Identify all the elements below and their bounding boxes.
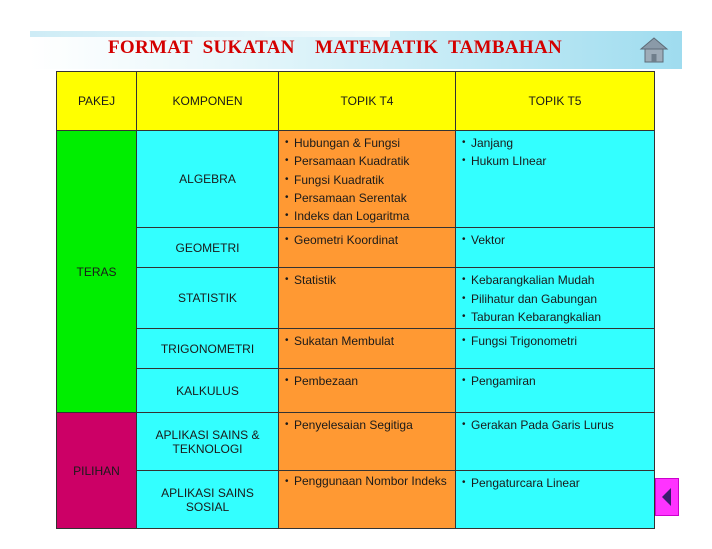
pakej-cell: PILIHAN bbox=[57, 413, 137, 529]
topic-item: • Penyelesaian Segitiga bbox=[285, 416, 451, 434]
topik-t4-cell bbox=[279, 131, 456, 228]
topik-t5-cell bbox=[456, 228, 655, 268]
komponen-cell bbox=[137, 228, 279, 268]
topik-t4-cell bbox=[279, 369, 456, 413]
topic-list bbox=[279, 228, 455, 251]
topic-item: • Geometri Koordinat bbox=[285, 231, 451, 249]
table-row bbox=[57, 131, 655, 228]
komponen-label: GEOMETRI bbox=[175, 240, 240, 255]
topic-item: • Vektor bbox=[462, 231, 650, 249]
table-row bbox=[57, 471, 655, 529]
header-cell: KOMPONEN bbox=[137, 72, 279, 131]
table-row bbox=[57, 369, 655, 413]
back-arrow-icon bbox=[660, 486, 674, 508]
topic-list bbox=[456, 369, 654, 392]
topic-item: • Persamaan Kuadratik bbox=[285, 152, 451, 170]
topic-list bbox=[456, 471, 654, 494]
topic-item: • Pengamiran bbox=[462, 372, 650, 390]
komponen-label: STATISTIK bbox=[178, 291, 237, 306]
topic-item: • Penggunaan Nombor Indeks bbox=[285, 474, 451, 489]
header-cell: PAKEJ bbox=[57, 72, 137, 131]
komponen-cell bbox=[137, 471, 279, 529]
header-cell: TOPIK T4 bbox=[279, 72, 456, 131]
topic-item: • Hukum LInear bbox=[462, 152, 650, 170]
topic-item: • Fungsi Trigonometri bbox=[462, 332, 650, 350]
topic-list bbox=[456, 413, 654, 436]
topik-t5-cell bbox=[456, 471, 655, 529]
topic-item: • Taburan Kebarangkalian bbox=[462, 308, 650, 326]
topik-t4-cell bbox=[279, 329, 456, 369]
topik-t5-cell bbox=[456, 131, 655, 228]
komponen-label: APLIKASI SAINS & TEKNOLOGI bbox=[155, 427, 260, 456]
header-cell: TOPIK T5 bbox=[456, 72, 655, 131]
topic-item: • Persamaan Serentak bbox=[285, 189, 451, 207]
topik-t4-cell bbox=[279, 228, 456, 268]
table-row bbox=[57, 413, 655, 471]
header-row bbox=[57, 72, 655, 131]
page-title: FORMAT SUKATAN MATEMATIK TAMBAHAN bbox=[108, 37, 563, 58]
topik-t5-cell bbox=[456, 413, 655, 471]
topic-list bbox=[279, 131, 455, 227]
topik-t5-cell bbox=[456, 329, 655, 369]
topic-list bbox=[279, 268, 455, 291]
topic-list bbox=[456, 329, 654, 352]
topik-t4-cell bbox=[279, 413, 456, 471]
komponen-label: APLIKASI SAINS SOSIAL bbox=[161, 485, 254, 514]
topic-item: • Pengaturcara Linear bbox=[462, 474, 650, 492]
topic-item: • Janjang bbox=[462, 134, 650, 152]
topic-item: • Sukatan Membulat bbox=[285, 332, 451, 350]
topic-item: • Pilihatur dan Gabungan bbox=[462, 290, 650, 308]
topic-item: • Gerakan Pada Garis Lurus bbox=[462, 416, 650, 434]
topic-item: • Fungsi Kuadratik bbox=[285, 171, 451, 189]
topic-list bbox=[456, 131, 654, 173]
topik-t4-cell bbox=[279, 471, 456, 529]
topic-list bbox=[279, 329, 455, 352]
table-row bbox=[57, 268, 655, 329]
table-row bbox=[57, 228, 655, 268]
topic-list bbox=[279, 413, 455, 436]
topic-list bbox=[279, 471, 455, 491]
topic-item: • Statistik bbox=[285, 271, 451, 289]
topik-t5-cell bbox=[456, 268, 655, 329]
home-button[interactable] bbox=[626, 31, 682, 69]
topic-item: • Indeks dan Logaritma bbox=[285, 207, 451, 225]
komponen-cell bbox=[137, 131, 279, 228]
komponen-cell bbox=[137, 413, 279, 471]
topic-item: • Hubungan & Fungsi bbox=[285, 134, 451, 152]
topic-list bbox=[456, 268, 654, 328]
syllabus-table bbox=[56, 71, 655, 529]
topic-list bbox=[456, 228, 654, 251]
komponen-label: TRIGONOMETRI bbox=[160, 341, 255, 356]
topic-item: • Kebarangkalian Mudah bbox=[462, 271, 650, 289]
back-button[interactable] bbox=[655, 478, 679, 516]
topic-list bbox=[279, 369, 455, 392]
komponen-cell bbox=[137, 329, 279, 369]
table-row bbox=[57, 329, 655, 369]
pakej-cell: TERAS bbox=[57, 131, 137, 413]
topik-t4-cell bbox=[279, 268, 456, 329]
topic-item: • Pembezaan bbox=[285, 372, 451, 390]
komponen-cell bbox=[137, 369, 279, 413]
topik-t5-cell bbox=[456, 369, 655, 413]
komponen-label: KALKULUS bbox=[176, 383, 239, 398]
home-icon bbox=[639, 36, 669, 64]
komponen-cell bbox=[137, 268, 279, 329]
komponen-label: ALGEBRA bbox=[179, 172, 236, 187]
